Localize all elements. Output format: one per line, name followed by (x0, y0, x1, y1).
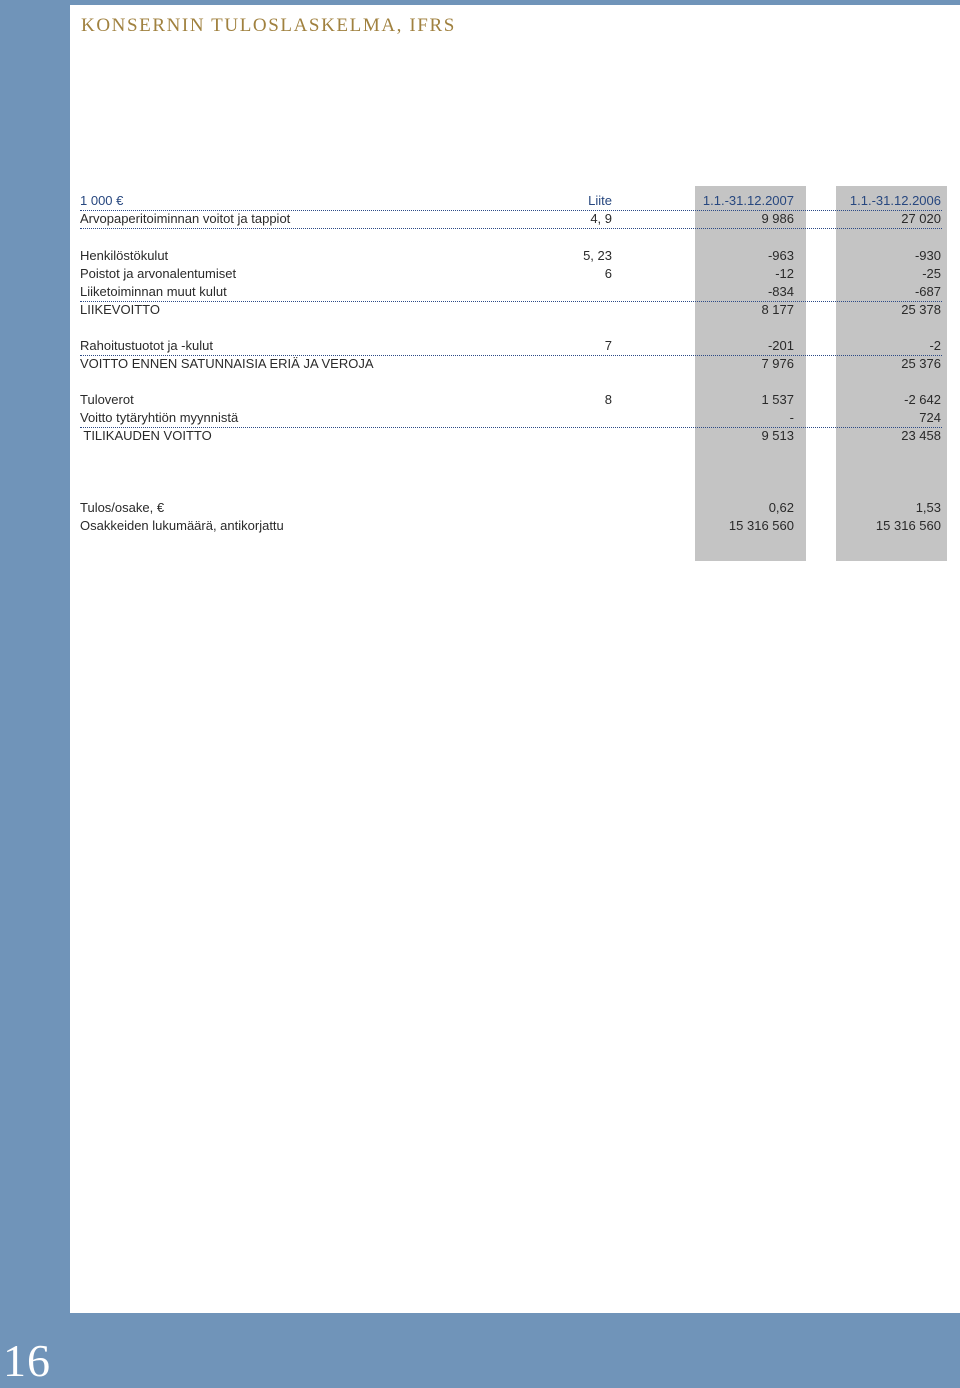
row-value-2006: -687 (914, 284, 941, 299)
row-label: Rahoitustuotot ja -kulut (80, 338, 213, 353)
report-page (70, 5, 960, 1313)
row-value-2007: 7 976 (761, 356, 794, 371)
note-header: Liite (588, 193, 612, 208)
row-note: 5, 23 (583, 248, 612, 263)
row-value-2007: -963 (767, 248, 794, 263)
table-row (80, 355, 942, 373)
row-note: 6 (604, 266, 612, 281)
table-row (80, 247, 942, 265)
row-label: Tuloverot (80, 392, 134, 407)
table-row (80, 265, 942, 283)
table-row (80, 391, 942, 409)
row-value-2006: 23 458 (901, 428, 941, 443)
row-value-2006: 25 378 (901, 302, 941, 317)
unit-label: 1 000 € (80, 193, 124, 208)
table-row (80, 283, 942, 302)
row-value-2006: -2 (929, 338, 941, 353)
table-row (80, 210, 942, 229)
row-label: Arvopaperitoiminnan voitot ja tappiot (80, 211, 291, 226)
row-value-2006: -25 (922, 266, 941, 281)
table-row (80, 337, 942, 356)
row-note: 4, 9 (590, 211, 612, 226)
row-value-2007: -834 (767, 284, 794, 299)
table-row (80, 301, 942, 319)
table-header (80, 192, 942, 211)
row-note: 8 (604, 392, 612, 407)
period-2007-header: 1.1.-31.12.2007 (702, 193, 794, 208)
row-value-2007: 0,62 (768, 500, 794, 515)
row-label: VOITTO ENNEN SATUNNAISIA ERIÄ JA VEROJA (80, 356, 374, 371)
row-value-2006: -2 642 (904, 392, 941, 407)
row-value-2006: 27 020 (901, 211, 941, 226)
row-label: Poistot ja arvonalentumiset (80, 266, 237, 281)
row-label: TILIKAUDEN VOITTO (80, 428, 212, 443)
period-2006-header: 1.1.-31.12.2006 (849, 193, 941, 208)
row-value-2006: 1,53 (915, 500, 941, 515)
row-label: Henkilöstökulut (80, 248, 169, 263)
table-row (80, 499, 942, 517)
row-value-2007: 9 986 (761, 211, 794, 226)
row-value-2007: 8 177 (761, 302, 794, 317)
row-value-2007: 9 513 (761, 428, 794, 443)
page-number: 16 (3, 1335, 51, 1386)
row-label: LIIKEVOITTO (80, 302, 160, 317)
row-value-2006: 25 376 (901, 356, 941, 371)
table-row (80, 517, 942, 535)
table-row (80, 409, 942, 428)
row-value-2007: 1 537 (761, 392, 794, 407)
row-value-2006: 724 (919, 410, 941, 425)
row-label: Liiketoiminnan muut kulut (80, 284, 227, 299)
table-row (80, 427, 942, 445)
row-note: 7 (604, 338, 612, 353)
row-value-2007: 15 316 560 (728, 518, 794, 533)
row-value-2007: - (789, 410, 794, 425)
row-value-2007: -12 (775, 266, 794, 281)
row-label: Tulos/osake, € (80, 500, 165, 515)
row-value-2006: -930 (914, 248, 941, 263)
row-label: Voitto tytäryhtiön myynnistä (80, 410, 239, 425)
page-title: KONSERNIN TULOSLASKELMA, IFRS (81, 15, 456, 36)
row-label: Osakkeiden lukumäärä, antikorjattu (80, 518, 284, 533)
row-value-2006: 15 316 560 (875, 518, 941, 533)
row-value-2007: -201 (767, 338, 794, 353)
